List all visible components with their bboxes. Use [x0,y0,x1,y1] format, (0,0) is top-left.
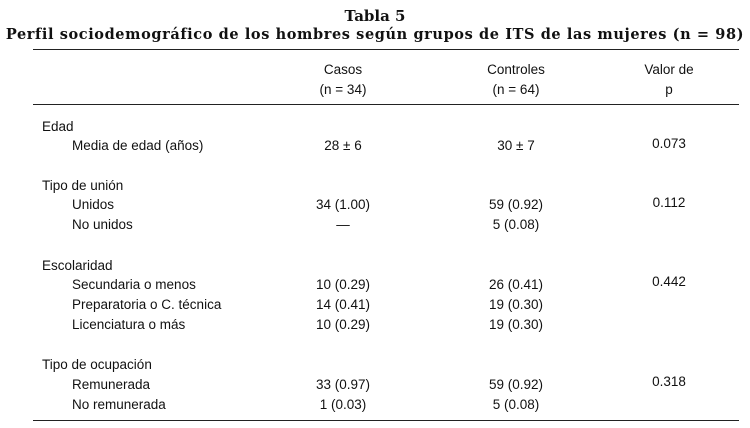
cell-controles: 5 (0.08) [492,217,540,232]
bottom-rule [33,420,739,421]
cell-casos: 28 ± 6 [324,138,362,153]
header-controles-n: (n = 64) [492,82,540,97]
section-label: Tipo de unión [42,178,124,193]
section-label: Tipo de ocupación [42,357,152,372]
cell-controles: 5 (0.08) [492,397,540,412]
header-valor: Valor de [644,62,694,77]
cell-p: 0.073 [652,136,686,151]
cell-casos: 10 (0.29) [315,317,371,332]
cell-p: 0.442 [652,274,686,289]
cell-casos: 10 (0.29) [315,277,371,292]
row-label: Preparatoria o C. técnica [72,297,222,312]
cell-controles: 19 (0.30) [488,317,544,332]
cell-casos: — [336,217,350,232]
row-label: No unidos [72,217,133,232]
cell-casos: 14 (0.41) [315,297,371,312]
header-casos: Casos [323,62,363,77]
row-label: Licenciatura o más [72,317,186,332]
row-label: Unidos [72,197,115,212]
row-label: Remunerada [72,377,151,392]
cell-controles: 59 (0.92) [488,377,544,392]
row-label: No remunerada [72,397,166,412]
section-label: Edad [42,119,74,134]
header-controles: Controles [487,62,545,77]
cell-controles: 30 ± 7 [497,138,535,153]
row-label: Secundaria o menos [72,277,196,292]
cell-casos: 1 (0.03) [319,397,367,412]
cell-casos: 33 (0.97) [315,377,371,392]
cell-controles: 19 (0.30) [488,297,544,312]
header-valor-p: p [665,82,673,97]
cell-casos: 34 (1.00) [315,197,371,212]
cell-controles: 59 (0.92) [488,197,544,212]
table-title: Tabla 5 [344,7,406,25]
header-casos-n: (n = 34) [319,82,367,97]
row-label: Media de edad (años) [72,138,204,153]
table-subtitle: Perfil sociodemográfico de los hombres según grupos de ITS de las mujeres (n = 98) [5,26,745,43]
cell-p: 0.112 [652,195,686,210]
header-rule [33,104,739,105]
section-label: Escolaridad [42,258,113,273]
cell-p: 0.318 [652,374,686,389]
cell-controles: 26 (0.41) [488,277,544,292]
top-rule [33,49,739,50]
